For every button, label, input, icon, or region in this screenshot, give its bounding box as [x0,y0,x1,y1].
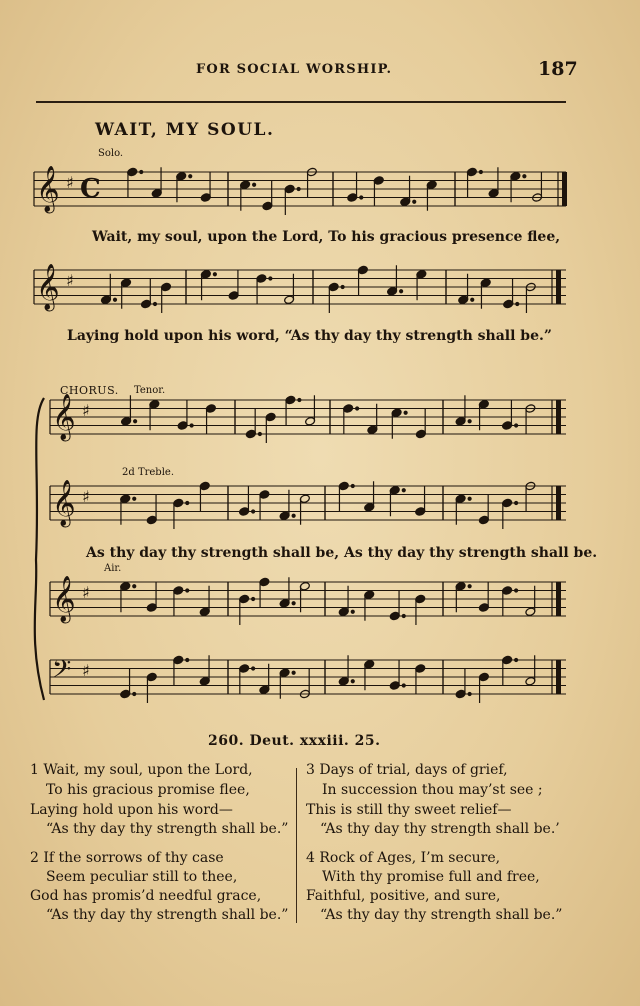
dot [190,424,193,427]
tenor-label: Tenor. [134,385,166,396]
dot [213,273,216,276]
dot [468,497,471,500]
column-divider [296,768,297,923]
dot [468,420,471,423]
tune-title: WAIT, MY SOUL. [95,120,275,140]
dot [292,671,295,674]
dot [298,398,301,401]
sharp-icon: ♯ [82,583,90,602]
dot [252,597,255,600]
treble-clef-icon: 𝄞 [52,394,76,440]
dot [515,424,518,427]
sharp-icon: ♯ [82,487,90,506]
dot [269,277,272,280]
chorus-brace [35,398,44,700]
dot [133,585,136,588]
dot [413,200,416,203]
treble-clef-icon: 𝄞 [52,576,76,622]
dot [351,484,354,487]
verse-4-line-3: Faithful, positive, and sure, [306,888,501,904]
verse-1-line-1: 1 Wait, my soul, upon the Lord, [30,762,253,778]
lyrics-line-1: Wait, my soul, upon the Lord, To his gracious presence flee, [92,229,561,245]
dot [153,302,156,305]
solo-label: Solo. [98,148,124,159]
dot [356,407,359,410]
dot [341,285,344,288]
verse-2-line-3: God has promis’d needful grace, [30,888,262,904]
treble-label: 2d Treble. [122,467,175,478]
dot [292,514,295,517]
dot [186,658,189,661]
final-barline [556,582,561,616]
air-label: Air. [104,563,122,574]
treble-clef-icon: 𝄞 [36,166,60,212]
verse-4-line-2: With thy promise full and free, [322,869,540,885]
dot [133,497,136,500]
dot [292,602,295,605]
dot [351,680,354,683]
dot [515,589,518,592]
lyrics-chorus: As thy day thy strength shall be, As thy day thy strength shall be. [86,545,598,561]
dot [402,614,405,617]
chorus-label: CHORUS. [60,384,119,397]
verse-3-line-1: 3 Days of trial, days of grief, [306,762,508,778]
page-number: 187 [538,58,578,80]
dot [523,175,526,178]
verse-2-line-2: Seem peculiar still to thee, [46,869,238,885]
dot [468,585,471,588]
final-barline [562,172,567,206]
final-barline [556,270,561,304]
dot [252,667,255,670]
final-barline [556,400,561,434]
dot [400,290,403,293]
sharp-icon: ♯ [66,271,74,290]
treble-clef-icon: 𝄞 [52,480,76,526]
dot [402,489,405,492]
verse-2-line-1: 2 If the sorrows of thy case [30,850,224,866]
verse-3-line-2: In succession thou may’st see ; [322,782,543,798]
verse-1-line-3: Laying hold upon his word— [30,802,233,818]
sharp-icon: ♯ [82,661,90,680]
dot [515,501,518,504]
dot [186,501,189,504]
lyrics-line-2: Laying hold upon his word, “As thy day thy strength shall be.” [67,328,552,344]
common-time-icon: C [80,174,101,204]
dot [471,298,474,301]
dot [133,692,136,695]
dot [186,589,189,592]
verse-4-line-4: “As thy day thy strength shall be.” [320,907,563,923]
verse-1-line-2: To his gracious promise flee, [46,782,250,798]
dot [113,298,116,301]
dot [297,187,300,190]
verse-3-line-4: “As thy day thy strength shall be.’ [320,821,560,837]
dot [402,684,405,687]
dot [360,196,363,199]
dot [189,175,192,178]
dot [140,170,143,173]
verse-4-line-1: 4 Rock of Ages, I’m secure, [306,850,501,866]
verse-3-line-3: This is still thy sweet relief— [306,802,512,818]
dot [253,183,256,186]
dot [351,610,354,613]
dot [516,302,519,305]
verse-2-line-4: “As thy day thy strength shall be.” [46,907,289,923]
running-head: FOR SOCIAL WORSHIP. [196,62,393,77]
dot [515,658,518,661]
final-barline [556,486,561,520]
verse-1-line-4: “As thy day thy strength shall be.” [46,821,289,837]
dot [468,692,471,695]
dot [404,411,407,414]
dot [252,510,255,513]
hymn-reference: 260. Deut. xxxiii. 25. [208,733,381,749]
sharp-icon: ♯ [66,173,74,192]
sharp-icon: ♯ [82,401,90,420]
dot [479,170,482,173]
final-barline [556,660,561,694]
dot [134,420,137,423]
bass-clef-icon: 𝄢 [52,655,72,690]
dot [258,432,261,435]
treble-clef-icon: 𝄞 [36,264,60,310]
